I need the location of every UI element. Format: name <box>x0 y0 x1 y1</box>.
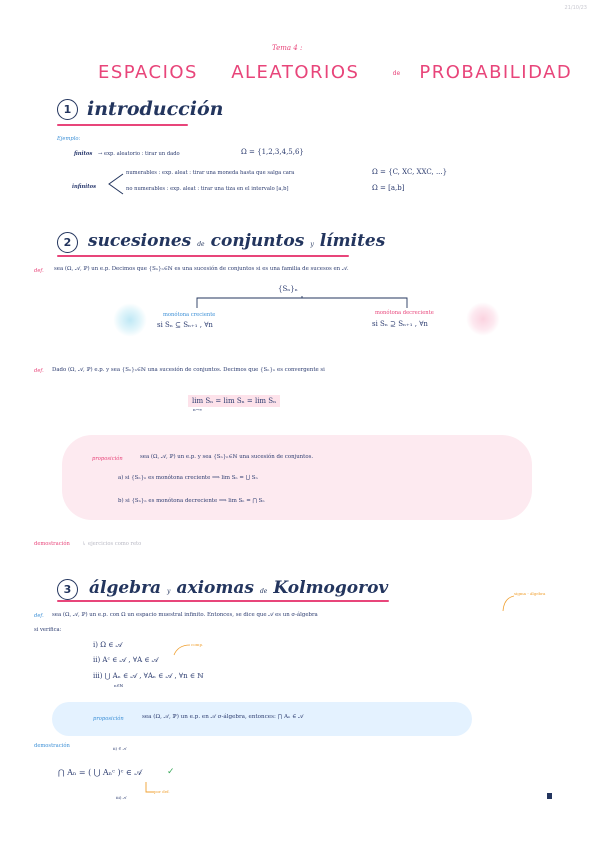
increasing-math: si Sₙ ⊆ Sₙ₊₁ , ∀n <box>157 321 213 329</box>
numerables-set: Ω = {C, XC, XXC, ...} <box>372 168 448 176</box>
demo1-text: ↳ ejercicios como reto <box>82 541 142 547</box>
decreasing-label: monótona decreciente <box>375 310 434 316</box>
def3-text: sea (Ω, 𝒜, ℙ) un e.p. con Ω un espacio muestral infinito. Entonces, se dice que 𝒜 es un σ-álgebra <box>52 612 318 618</box>
infinitos-label: infinitos <box>72 184 97 190</box>
def3-label: def. <box>34 613 44 619</box>
end-square-icon <box>547 793 552 799</box>
s3-conn-2: de <box>259 588 268 595</box>
prop1-label: proposición <box>92 456 123 462</box>
side-note-arrow <box>500 594 516 614</box>
verifica-text: si verifica: <box>34 627 62 633</box>
side-note: sigma - álgebra <box>514 591 546 596</box>
title-word-1: ESPACIOS <box>98 62 198 83</box>
s2-conn-2: y <box>310 241 314 248</box>
demo1-label: demostración <box>34 541 70 547</box>
axiom-ii-note: comp. <box>191 642 204 647</box>
def1-text: sea (Ω, 𝒜, ℙ) un e.p. Decimos que {Sₙ}ₙ∈ℕ es una sucesión de conjuntos si es una familia de sucesos en 𝒜. <box>54 266 349 272</box>
axiom-i: i) Ω ∈ 𝒜 <box>93 641 123 649</box>
date-stamp: 21/10/23 <box>564 5 587 11</box>
demo2-note-top: ii) ∈ 𝒜 <box>113 746 127 751</box>
page-title <box>98 62 572 83</box>
section-2-number: 2 <box>57 232 78 253</box>
s2-word-1: sucesiones <box>88 231 192 251</box>
infinitos-brace <box>105 172 125 196</box>
increasing-label: monótona creciente <box>163 312 216 318</box>
axiom-iii: iii) ⋃ Aₙ ∈ 𝒜 , ∀Aₙ ∈ 𝒜 , ∀n ∈ ℕ <box>93 672 204 680</box>
decreasing-math: si Sₙ ⊇ Sₙ₊₁ , ∀n <box>372 320 428 328</box>
s3-word-1: álgebra <box>89 578 162 598</box>
decreasing-decoration <box>466 302 500 336</box>
finitos-text: → exp. aleatorio : tirar un dado <box>98 151 180 157</box>
prop2-text: sea (Ω, 𝒜, ℙ) un e.p. en 𝒜 σ-álgebra, entonces: ⋂ Aₙ ∈ 𝒜 <box>142 714 304 720</box>
prop1-item-b: b) si {Sₙ}ₙ es monótona decreciente ⟹ lim Sₙ = ⋂ Sₙ <box>118 498 265 504</box>
numerables-content: numerables : exp. aleat : tirar una moneda hasta que salga cara <box>126 170 295 176</box>
s3-conn-1: y <box>167 588 171 595</box>
section-1-title: introducción <box>87 98 224 120</box>
limit-subscript: n→∞ <box>193 407 203 412</box>
increasing-decoration <box>113 303 147 337</box>
finitos-set: Ω = {1,2,3,4,5,6} <box>241 148 304 156</box>
demo2-note-bottom: iii) 𝒜 <box>116 795 127 800</box>
def2-text: Dado (Ω, 𝒜, ℙ) e.p. y sea {Sₙ}ₙ∈ℕ una sucesión de conjuntos. Decimos que {Sₙ}ₙ es convergente si <box>52 367 325 373</box>
s2-word-3: límites <box>319 231 386 251</box>
branch-lines <box>195 296 410 310</box>
numerables-text <box>126 170 294 176</box>
title-connector: de <box>392 69 401 77</box>
example-label: Ejemplo: <box>57 136 81 142</box>
prop2-label: proposición <box>93 716 124 722</box>
s2-word-2: conjuntos <box>210 231 305 251</box>
no-numerables-text: no numerables : exp. aleat : tirar una tiza en el intervalo [a,b] <box>126 186 289 192</box>
section-1-underline <box>57 124 188 126</box>
finitos-label: finitos <box>74 151 93 157</box>
s3-word-2: axiomas <box>176 578 254 598</box>
axiom-iii-subscript: n∈ℕ <box>114 683 124 688</box>
demo2-note-def: por def. <box>154 789 170 794</box>
section-3-number: 3 <box>57 579 78 600</box>
def1-label: def. <box>34 268 44 274</box>
def2-label: def. <box>34 368 44 374</box>
axiom-ii: ii) Aᶜ ∈ 𝒜 , ∀A ∈ 𝒜 <box>93 656 159 664</box>
sequence-symbol: {Sₙ}ₙ <box>278 285 298 293</box>
s2-conn-1: de <box>197 241 205 248</box>
section-2-underline <box>57 255 349 257</box>
no-numerables-set: Ω = [a,b] <box>372 184 405 192</box>
axiom-ii-arrow <box>170 643 192 657</box>
demo2-label: demostración <box>34 743 70 749</box>
prop1-item-a: a) si {Sₙ}ₙ es monótona creciente ⟹ lim Sₙ = ⋃ Sₙ <box>118 475 258 481</box>
section-3-title <box>89 578 388 598</box>
section-2-title <box>88 231 385 251</box>
section-3-underline <box>57 600 389 602</box>
section-1-number: 1 <box>57 99 78 120</box>
s3-word-3: Kolmogorov <box>273 578 389 598</box>
demo2-check: ✓ <box>167 767 175 777</box>
theme-label: Tema 4 : <box>272 44 303 52</box>
prop1-text: sea (Ω, 𝒜, ℙ) un e.p. y sea {Sₙ}ₙ∈ℕ una sucesión de conjuntos. <box>140 454 314 460</box>
title-word-2: ALEATORIOS <box>231 62 360 83</box>
demo2-equation: ⋂ Aₙ = ( ⋃ Aₙᶜ )ᶜ ∈ 𝒜 <box>58 768 142 777</box>
title-word-3: PROBABILIDAD <box>419 62 573 83</box>
limit-equation: lim Sₙ = lim Sₙ = lim Sₙ <box>188 395 280 407</box>
